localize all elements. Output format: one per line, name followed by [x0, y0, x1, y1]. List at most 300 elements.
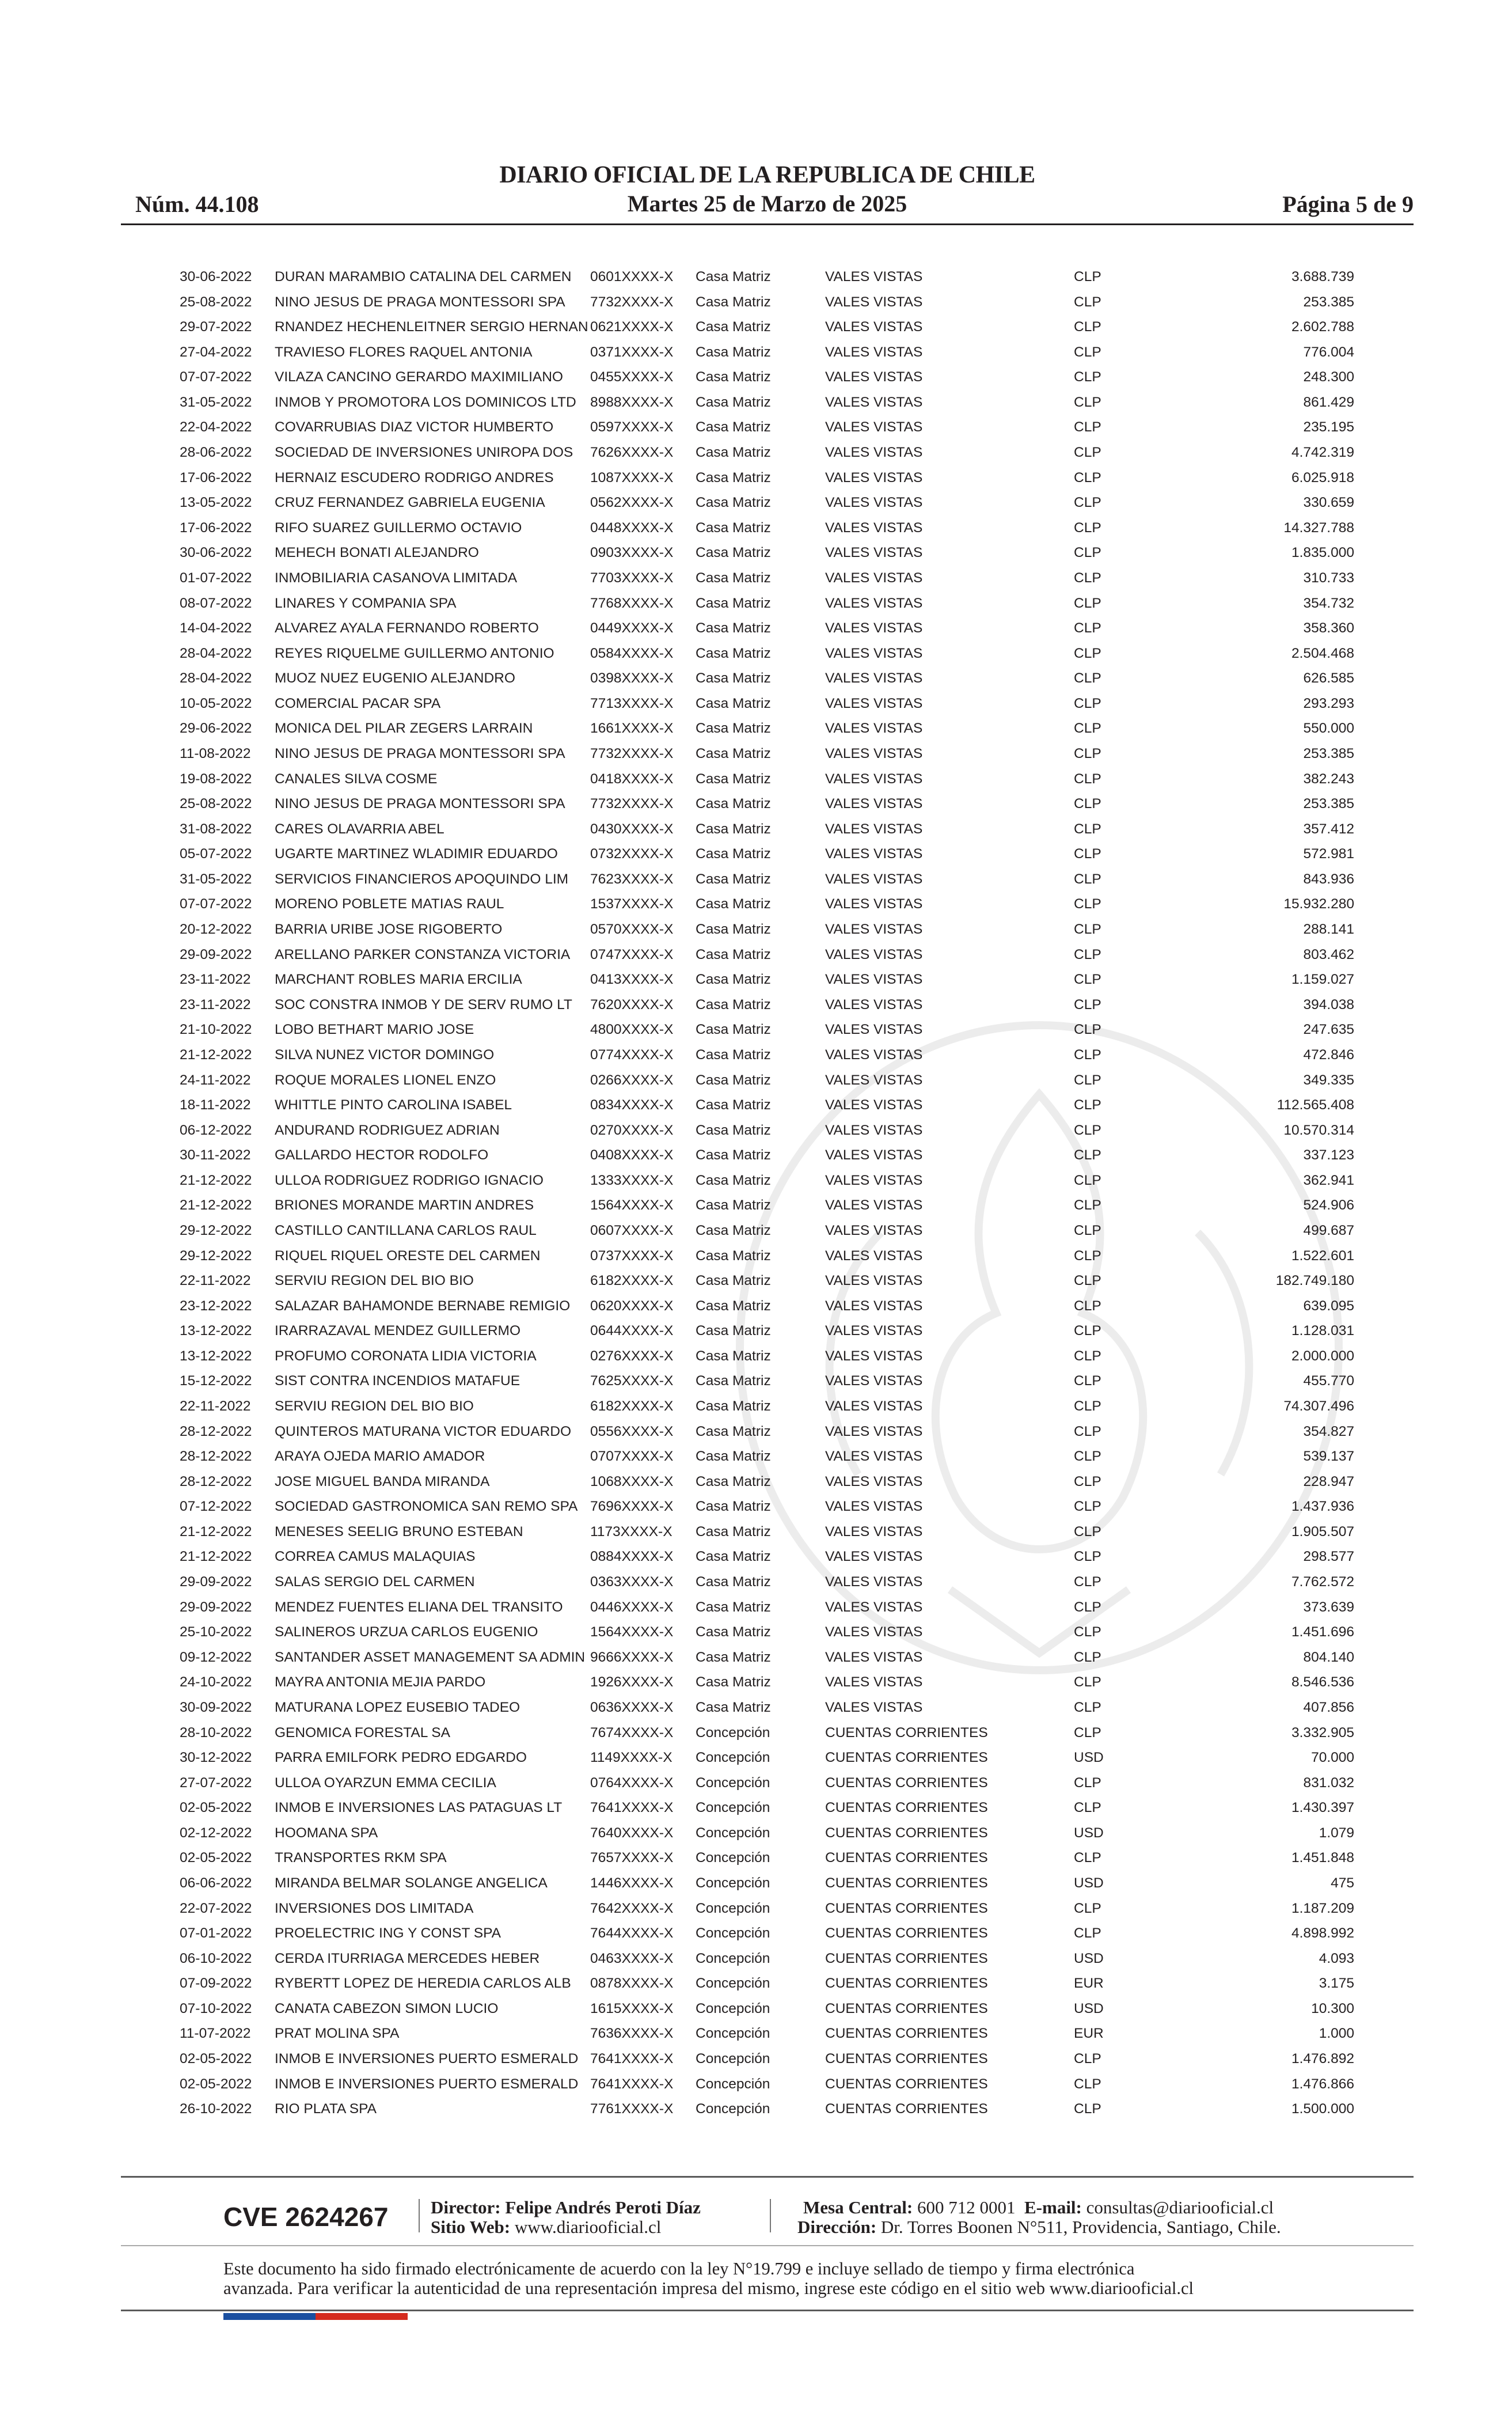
branch-cell: Casa Matriz: [696, 1323, 771, 1339]
branch-cell: Casa Matriz: [696, 520, 771, 536]
table-row: [173, 1795, 1359, 1821]
product-cell: VALES VISTAS: [825, 495, 923, 511]
name-cell: GENOMICA FORESTAL SA: [275, 1724, 450, 1741]
product-cell: VALES VISTAS: [825, 1574, 923, 1590]
amount-cell: 293.293: [1303, 695, 1354, 711]
branch-cell: Casa Matriz: [696, 1122, 771, 1138]
date-cell: 23-11-2022: [180, 972, 251, 988]
branch-cell: Concepción: [696, 2051, 770, 2067]
amount-cell: 1.522.601: [1291, 1248, 1354, 1264]
currency-cell: CLP: [1074, 1925, 1101, 1942]
date-cell: 11-08-2022: [180, 745, 251, 761]
table-row: [173, 1344, 1359, 1369]
branch-cell: Concepción: [696, 1850, 770, 1866]
amount-cell: 472.846: [1303, 1047, 1354, 1063]
rut-cell: 0764XXXX-X: [590, 1775, 674, 1791]
date-cell: 27-07-2022: [180, 1775, 252, 1791]
issue-date: Martes 25 de Marzo de 2025: [627, 191, 907, 217]
product-cell: VALES VISTAS: [825, 972, 923, 988]
name-cell: CORREA CAMUS MALAQUIAS: [275, 1549, 476, 1565]
amount-cell: 74.307.496: [1283, 1398, 1354, 1415]
currency-cell: CLP: [1074, 1775, 1101, 1791]
date-cell: 07-07-2022: [180, 369, 252, 385]
currency-cell: CLP: [1074, 1900, 1101, 1916]
amount-cell: 2.602.788: [1291, 319, 1354, 335]
name-cell: SALINEROS URZUA CARLOS EUGENIO: [275, 1624, 538, 1640]
table-row: [173, 1243, 1359, 1269]
name-cell: TRANSPORTES RKM SPA: [275, 1850, 447, 1866]
rut-cell: 0418XXXX-X: [590, 771, 674, 787]
currency-cell: CLP: [1074, 620, 1101, 636]
name-cell: IRARRAZAVAL MENDEZ GUILLERMO: [275, 1323, 521, 1339]
currency-cell: CLP: [1074, 1323, 1101, 1339]
name-cell: VILAZA CANCINO GERARDO MAXIMILIANO: [275, 369, 563, 385]
phone-label: Mesa Central:: [803, 2197, 913, 2217]
product-cell: VALES VISTAS: [825, 595, 923, 611]
amount-cell: 235.195: [1303, 419, 1354, 435]
rut-cell: 0363XXXX-X: [590, 1574, 674, 1590]
web-label: Sitio Web:: [431, 2217, 511, 2237]
currency-cell: CLP: [1074, 946, 1101, 962]
rut-cell: 7657XXXX-X: [590, 1850, 674, 1866]
product-cell: VALES VISTAS: [825, 1097, 923, 1113]
product-cell: VALES VISTAS: [825, 520, 923, 536]
date-cell: 14-04-2022: [180, 620, 252, 636]
date-cell: 28-12-2022: [180, 1449, 252, 1465]
currency-cell: EUR: [1074, 1976, 1104, 1992]
branch-cell: Concepción: [696, 1800, 770, 1816]
disclaimer-line: avanzada. Para verificar la autenticidad de una representación impresa del mismo, ingrese este código en el sitio web www.diariooficial.cl: [223, 2278, 1194, 2298]
name-cell: INMOB Y PROMOTORA LOS DOMINICOS LTD: [275, 394, 576, 410]
amount-cell: 1.430.397: [1291, 1800, 1354, 1816]
table-row: [173, 691, 1359, 716]
product-cell: VALES VISTAS: [825, 344, 923, 360]
rut-cell: 0556XXXX-X: [590, 1423, 674, 1439]
table-row: [173, 365, 1359, 390]
rut-cell: 1615XXXX-X: [590, 2000, 674, 2016]
amount-cell: 70.000: [1311, 1750, 1354, 1766]
branch-cell: Casa Matriz: [696, 1222, 771, 1238]
name-cell: UGARTE MARTINEZ WLADIMIR EDUARDO: [275, 846, 558, 862]
product-cell: VALES VISTAS: [825, 294, 923, 310]
date-cell: 31-05-2022: [180, 394, 252, 410]
email-link[interactable]: consultas@diariooficial.cl: [1086, 2197, 1274, 2217]
rut-cell: 0455XXXX-X: [590, 369, 674, 385]
amount-cell: 10.570.314: [1283, 1122, 1354, 1138]
branch-cell: Casa Matriz: [696, 1523, 771, 1540]
product-cell: VALES VISTAS: [825, 469, 923, 486]
product-cell: VALES VISTAS: [825, 946, 923, 962]
amount-cell: 10.300: [1311, 2000, 1354, 2016]
disclaimer-line: Este documento ha sido firmado electrónicamente de acuerdo con la ley N°19.799 e incluye sellado de tiempo y firma electrónica: [223, 2259, 1135, 2278]
product-cell: CUENTAS CORRIENTES: [825, 1775, 988, 1791]
currency-cell: CLP: [1074, 846, 1101, 862]
product-cell: VALES VISTAS: [825, 1373, 923, 1389]
address-label: Dirección:: [797, 2217, 877, 2237]
currency-cell: CLP: [1074, 269, 1101, 285]
branch-cell: Casa Matriz: [696, 1022, 771, 1038]
name-cell: MARCHANT ROBLES MARIA ERCILIA: [275, 972, 522, 988]
rut-cell: 1173XXXX-X: [590, 1523, 673, 1540]
name-cell: INMOB E INVERSIONES PUERTO ESMERALD: [275, 2076, 579, 2092]
amount-cell: 639.095: [1303, 1298, 1354, 1314]
amount-cell: 804.140: [1303, 1649, 1354, 1665]
currency-cell: CLP: [1074, 745, 1101, 761]
currency-cell: CLP: [1074, 695, 1101, 711]
date-cell: 23-12-2022: [180, 1298, 252, 1314]
amount-cell: 373.639: [1303, 1599, 1354, 1615]
table-row: [173, 515, 1359, 541]
product-cell: VALES VISTAS: [825, 846, 923, 862]
branch-cell: Concepción: [696, 1750, 770, 1766]
branch-cell: Casa Matriz: [696, 445, 771, 461]
amount-cell: 253.385: [1303, 745, 1354, 761]
rut-cell: 1926XXXX-X: [590, 1674, 674, 1690]
table-row: [173, 465, 1359, 491]
table-row: [173, 841, 1359, 867]
product-cell: VALES VISTAS: [825, 1423, 923, 1439]
table-row: [173, 1118, 1359, 1143]
currency-cell: CLP: [1074, 1574, 1101, 1590]
product-cell: VALES VISTAS: [825, 1072, 923, 1088]
currency-cell: CLP: [1074, 469, 1101, 486]
footer-director-block: [431, 2198, 701, 2237]
footer-separator: [419, 2199, 420, 2232]
product-cell: CUENTAS CORRIENTES: [825, 2000, 988, 2016]
product-cell: VALES VISTAS: [825, 1298, 923, 1314]
date-cell: 29-06-2022: [180, 721, 252, 737]
currency-cell: USD: [1074, 2000, 1104, 2016]
table-row: [173, 1745, 1359, 1770]
branch-cell: Casa Matriz: [696, 645, 771, 661]
branch-cell: Casa Matriz: [696, 1624, 771, 1640]
currency-cell: CLP: [1074, 1674, 1101, 1690]
table-row: [173, 867, 1359, 892]
date-cell: 23-11-2022: [180, 996, 251, 1013]
currency-cell: CLP: [1074, 896, 1101, 912]
currency-cell: CLP: [1074, 996, 1101, 1013]
product-cell: CUENTAS CORRIENTES: [825, 1825, 988, 1841]
date-cell: 28-04-2022: [180, 670, 252, 687]
date-cell: 10-05-2022: [180, 695, 252, 711]
currency-cell: CLP: [1074, 1473, 1101, 1489]
amount-cell: 354.732: [1303, 595, 1354, 611]
table-row: [173, 540, 1359, 566]
currency-cell: CLP: [1074, 1072, 1101, 1088]
currency-cell: CLP: [1074, 871, 1101, 887]
currency-cell: CLP: [1074, 1699, 1101, 1715]
name-cell: REYES RIQUELME GUILLERMO ANTONIO: [275, 645, 554, 661]
product-cell: CUENTAS CORRIENTES: [825, 1724, 988, 1741]
currency-cell: CLP: [1074, 319, 1101, 335]
amount-cell: 253.385: [1303, 294, 1354, 310]
product-cell: VALES VISTAS: [825, 1197, 923, 1214]
date-cell: 13-12-2022: [180, 1323, 252, 1339]
table-row: [173, 566, 1359, 591]
amount-cell: 310.733: [1303, 570, 1354, 586]
branch-cell: Casa Matriz: [696, 1373, 771, 1389]
name-cell: SALAS SERGIO DEL CARMEN: [275, 1574, 475, 1590]
date-cell: 19-08-2022: [180, 771, 252, 787]
amount-cell: 1.476.866: [1291, 2076, 1354, 2092]
table-row: [173, 2072, 1359, 2097]
rut-cell: 1149XXXX-X: [590, 1750, 673, 1766]
amount-cell: 8.546.536: [1291, 1674, 1354, 1690]
rut-cell: 7641XXXX-X: [590, 1800, 674, 1816]
branch-cell: Casa Matriz: [696, 1649, 771, 1665]
phone-value: 600 712 0001: [917, 2197, 1016, 2217]
name-cell: SOC CONSTRA INMOB Y DE SERV RUMO LT: [275, 996, 572, 1013]
name-cell: SOCIEDAD DE INVERSIONES UNIROPA DOS: [275, 445, 573, 461]
table-row: [173, 1168, 1359, 1193]
product-cell: VALES VISTAS: [825, 796, 923, 812]
table-row: [173, 264, 1359, 290]
name-cell: COMERCIAL PACAR SPA: [275, 695, 441, 711]
amount-cell: 248.300: [1303, 369, 1354, 385]
date-cell: 21-10-2022: [180, 1022, 252, 1038]
director-name: Felipe Andrés Peroti Díaz: [505, 2197, 701, 2217]
header-rule: [121, 223, 1414, 225]
table-row: [173, 1670, 1359, 1695]
name-cell: ROQUE MORALES LIONEL ENZO: [275, 1072, 496, 1088]
name-cell: INVERSIONES DOS LIMITADA: [275, 1900, 474, 1916]
rut-cell: 1537XXXX-X: [590, 896, 674, 912]
name-cell: RYBERTT LOPEZ DE HEREDIA CARLOS ALB: [275, 1976, 571, 1992]
name-cell: NINO JESUS DE PRAGA MONTESSORI SPA: [275, 294, 565, 310]
name-cell: SALAZAR BAHAMONDE BERNABE REMIGIO: [275, 1298, 571, 1314]
table-row: [173, 314, 1359, 340]
product-cell: VALES VISTAS: [825, 871, 923, 887]
amount-cell: 394.038: [1303, 996, 1354, 1013]
name-cell: SOCIEDAD GASTRONOMICA SAN REMO SPA: [275, 1499, 578, 1515]
table-row: [173, 1946, 1359, 1971]
amount-cell: 14.327.788: [1283, 520, 1354, 536]
branch-cell: Casa Matriz: [696, 1072, 771, 1088]
branch-cell: Casa Matriz: [696, 1599, 771, 1615]
product-cell: VALES VISTAS: [825, 269, 923, 285]
rut-cell: 0747XXXX-X: [590, 946, 674, 962]
currency-cell: CLP: [1074, 570, 1101, 586]
rut-cell: 1446XXXX-X: [590, 1875, 674, 1891]
product-cell: CUENTAS CORRIENTES: [825, 1750, 988, 1766]
table-row: [173, 942, 1359, 968]
currency-cell: CLP: [1074, 922, 1101, 938]
table-row: [173, 1845, 1359, 1871]
date-cell: 26-10-2022: [180, 2101, 252, 2117]
footer-contact-block: [797, 2198, 1281, 2237]
currency-cell: CLP: [1074, 2076, 1101, 2092]
name-cell: COVARRUBIAS DIAZ VICTOR HUMBERTO: [275, 419, 554, 435]
issue-number: Núm. 44.108: [135, 191, 259, 217]
name-cell: INMOB E INVERSIONES LAS PATAGUAS LT: [275, 1800, 563, 1816]
currency-cell: CLP: [1074, 972, 1101, 988]
date-cell: 28-04-2022: [180, 645, 252, 661]
currency-cell: CLP: [1074, 369, 1101, 385]
product-cell: VALES VISTAS: [825, 645, 923, 661]
rut-cell: 0621XXXX-X: [590, 319, 674, 335]
rut-cell: 0707XXXX-X: [590, 1449, 674, 1465]
product-cell: CUENTAS CORRIENTES: [825, 2051, 988, 2067]
branch-cell: Casa Matriz: [696, 1499, 771, 1515]
currency-cell: CLP: [1074, 1147, 1101, 1163]
name-cell: SERVICIOS FINANCIEROS APOQUINDO LIM: [275, 871, 569, 887]
product-cell: VALES VISTAS: [825, 1699, 923, 1715]
table-row: [173, 1695, 1359, 1720]
date-cell: 30-06-2022: [180, 269, 252, 285]
amount-cell: 524.906: [1303, 1197, 1354, 1214]
date-cell: 01-07-2022: [180, 570, 252, 586]
currency-cell: CLP: [1074, 1523, 1101, 1540]
rut-cell: 7768XXXX-X: [590, 595, 674, 611]
footer-top-rule: [121, 2176, 1414, 2178]
table-row: [173, 1268, 1359, 1294]
amount-cell: 382.243: [1303, 771, 1354, 787]
rut-cell: 0270XXXX-X: [590, 1122, 674, 1138]
table-row: [173, 1720, 1359, 1746]
currency-cell: CLP: [1074, 520, 1101, 536]
date-cell: 22-11-2022: [180, 1273, 251, 1289]
currency-cell: CLP: [1074, 1423, 1101, 1439]
branch-cell: Casa Matriz: [696, 620, 771, 636]
date-cell: 21-12-2022: [180, 1172, 252, 1188]
branch-cell: Casa Matriz: [696, 996, 771, 1013]
currency-cell: CLP: [1074, 495, 1101, 511]
product-cell: VALES VISTAS: [825, 1323, 923, 1339]
branch-cell: Casa Matriz: [696, 972, 771, 988]
name-cell: INMOBILIARIA CASANOVA LIMITADA: [275, 570, 518, 586]
currency-cell: CLP: [1074, 1348, 1101, 1364]
currency-cell: CLP: [1074, 1222, 1101, 1238]
director-label: Director:: [431, 2197, 501, 2217]
name-cell: ALVAREZ AYALA FERNANDO ROBERTO: [275, 620, 539, 636]
branch-cell: Casa Matriz: [696, 1273, 771, 1289]
product-cell: VALES VISTAS: [825, 1449, 923, 1465]
table-row: [173, 440, 1359, 465]
rut-cell: 7696XXXX-X: [590, 1499, 674, 1515]
amount-cell: 182.749.180: [1275, 1273, 1354, 1289]
name-cell: PARRA EMILFORK PEDRO EDGARDO: [275, 1750, 527, 1766]
date-cell: 29-07-2022: [180, 319, 252, 335]
table-row: [173, 2096, 1359, 2122]
amount-cell: 803.462: [1303, 946, 1354, 962]
name-cell: MENESES SEELIG BRUNO ESTEBAN: [275, 1523, 523, 1540]
table-row: [173, 1017, 1359, 1042]
branch-cell: Casa Matriz: [696, 344, 771, 360]
table-row: [173, 1444, 1359, 1469]
date-cell: 06-10-2022: [180, 1950, 252, 1966]
table-row: [173, 1193, 1359, 1218]
table-row: [173, 1896, 1359, 1921]
product-cell: CUENTAS CORRIENTES: [825, 1850, 988, 1866]
name-cell: CARES OLAVARRIA ABEL: [275, 821, 445, 837]
branch-cell: Casa Matriz: [696, 269, 771, 285]
currency-cell: USD: [1074, 1750, 1104, 1766]
amount-cell: 349.335: [1303, 1072, 1354, 1088]
currency-cell: CLP: [1074, 1273, 1101, 1289]
date-cell: 15-12-2022: [180, 1373, 252, 1389]
rut-cell: 7732XXXX-X: [590, 745, 674, 761]
rut-cell: 7641XXXX-X: [590, 2051, 674, 2067]
date-cell: 28-12-2022: [180, 1473, 252, 1489]
address-value: Dr. Torres Boonen N°511, Providencia, Santiago, Chile.: [880, 2217, 1281, 2237]
name-cell: SIST CONTRA INCENDIOS MATAFUE: [275, 1373, 521, 1389]
currency-cell: CLP: [1074, 394, 1101, 410]
date-cell: 02-05-2022: [180, 1850, 252, 1866]
amount-cell: 1.500.000: [1291, 2101, 1354, 2117]
date-cell: 18-11-2022: [180, 1097, 251, 1113]
amount-cell: 539.137: [1303, 1449, 1354, 1465]
product-cell: VALES VISTAS: [825, 721, 923, 737]
rut-cell: 7636XXXX-X: [590, 2026, 674, 2042]
currency-cell: USD: [1074, 1950, 1104, 1966]
rut-cell: 8988XXXX-X: [590, 394, 674, 410]
product-cell: CUENTAS CORRIENTES: [825, 1900, 988, 1916]
branch-cell: Casa Matriz: [696, 394, 771, 410]
date-cell: 30-06-2022: [180, 545, 252, 561]
product-cell: VALES VISTAS: [825, 1624, 923, 1640]
branch-cell: Casa Matriz: [696, 1699, 771, 1715]
branch-cell: Casa Matriz: [696, 495, 771, 511]
date-cell: 06-06-2022: [180, 1875, 252, 1891]
table-row: [173, 967, 1359, 992]
amount-cell: 499.687: [1303, 1222, 1354, 1238]
name-cell: SERVIU REGION DEL BIO BIO: [275, 1273, 474, 1289]
amount-cell: 843.936: [1303, 871, 1354, 887]
branch-cell: Casa Matriz: [696, 896, 771, 912]
name-cell: MENDEZ FUENTES ELIANA DEL TRANSITO: [275, 1599, 563, 1615]
table-row: [173, 1569, 1359, 1595]
amount-cell: 1.451.696: [1291, 1624, 1354, 1640]
rut-cell: 0398XXXX-X: [590, 670, 674, 687]
table-row: [173, 2046, 1359, 2072]
currency-cell: CLP: [1074, 2101, 1101, 2117]
web-link[interactable]: www.diariooficial.cl: [514, 2217, 662, 2237]
currency-cell: CLP: [1074, 796, 1101, 812]
table-row: [173, 490, 1359, 515]
branch-cell: Casa Matriz: [696, 721, 771, 737]
rut-cell: 0449XXXX-X: [590, 620, 674, 636]
rut-cell: 7641XXXX-X: [590, 2076, 674, 2092]
product-cell: CUENTAS CORRIENTES: [825, 1976, 988, 1992]
name-cell: MUOZ NUEZ EUGENIO ALEJANDRO: [275, 670, 515, 687]
branch-cell: Concepción: [696, 1925, 770, 1942]
date-cell: 02-05-2022: [180, 2051, 252, 2067]
name-cell: INMOB E INVERSIONES PUERTO ESMERALD: [275, 2051, 579, 2067]
currency-cell: CLP: [1074, 1398, 1101, 1415]
amount-cell: 776.004: [1303, 344, 1354, 360]
name-cell: RIQUEL RIQUEL ORESTE DEL CARMEN: [275, 1248, 541, 1264]
currency-cell: CLP: [1074, 645, 1101, 661]
table-row: [173, 1519, 1359, 1545]
branch-cell: Casa Matriz: [696, 1172, 771, 1188]
product-cell: CUENTAS CORRIENTES: [825, 2026, 988, 2042]
table-row: [173, 1971, 1359, 1996]
product-cell: VALES VISTAS: [825, 419, 923, 435]
table-row: [173, 917, 1359, 942]
branch-cell: Concepción: [696, 2076, 770, 2092]
name-cell: SERVIU REGION DEL BIO BIO: [275, 1398, 474, 1415]
amount-cell: 550.000: [1303, 721, 1354, 737]
branch-cell: Casa Matriz: [696, 946, 771, 962]
name-cell: LINARES Y COMPANIA SPA: [275, 595, 457, 611]
product-cell: CUENTAS CORRIENTES: [825, 1950, 988, 1966]
branch-cell: Casa Matriz: [696, 469, 771, 486]
amount-cell: 1.000: [1319, 2026, 1354, 2042]
date-cell: 21-12-2022: [180, 1047, 252, 1063]
date-cell: 25-08-2022: [180, 796, 252, 812]
date-cell: 07-07-2022: [180, 896, 252, 912]
table-row: [173, 1093, 1359, 1118]
